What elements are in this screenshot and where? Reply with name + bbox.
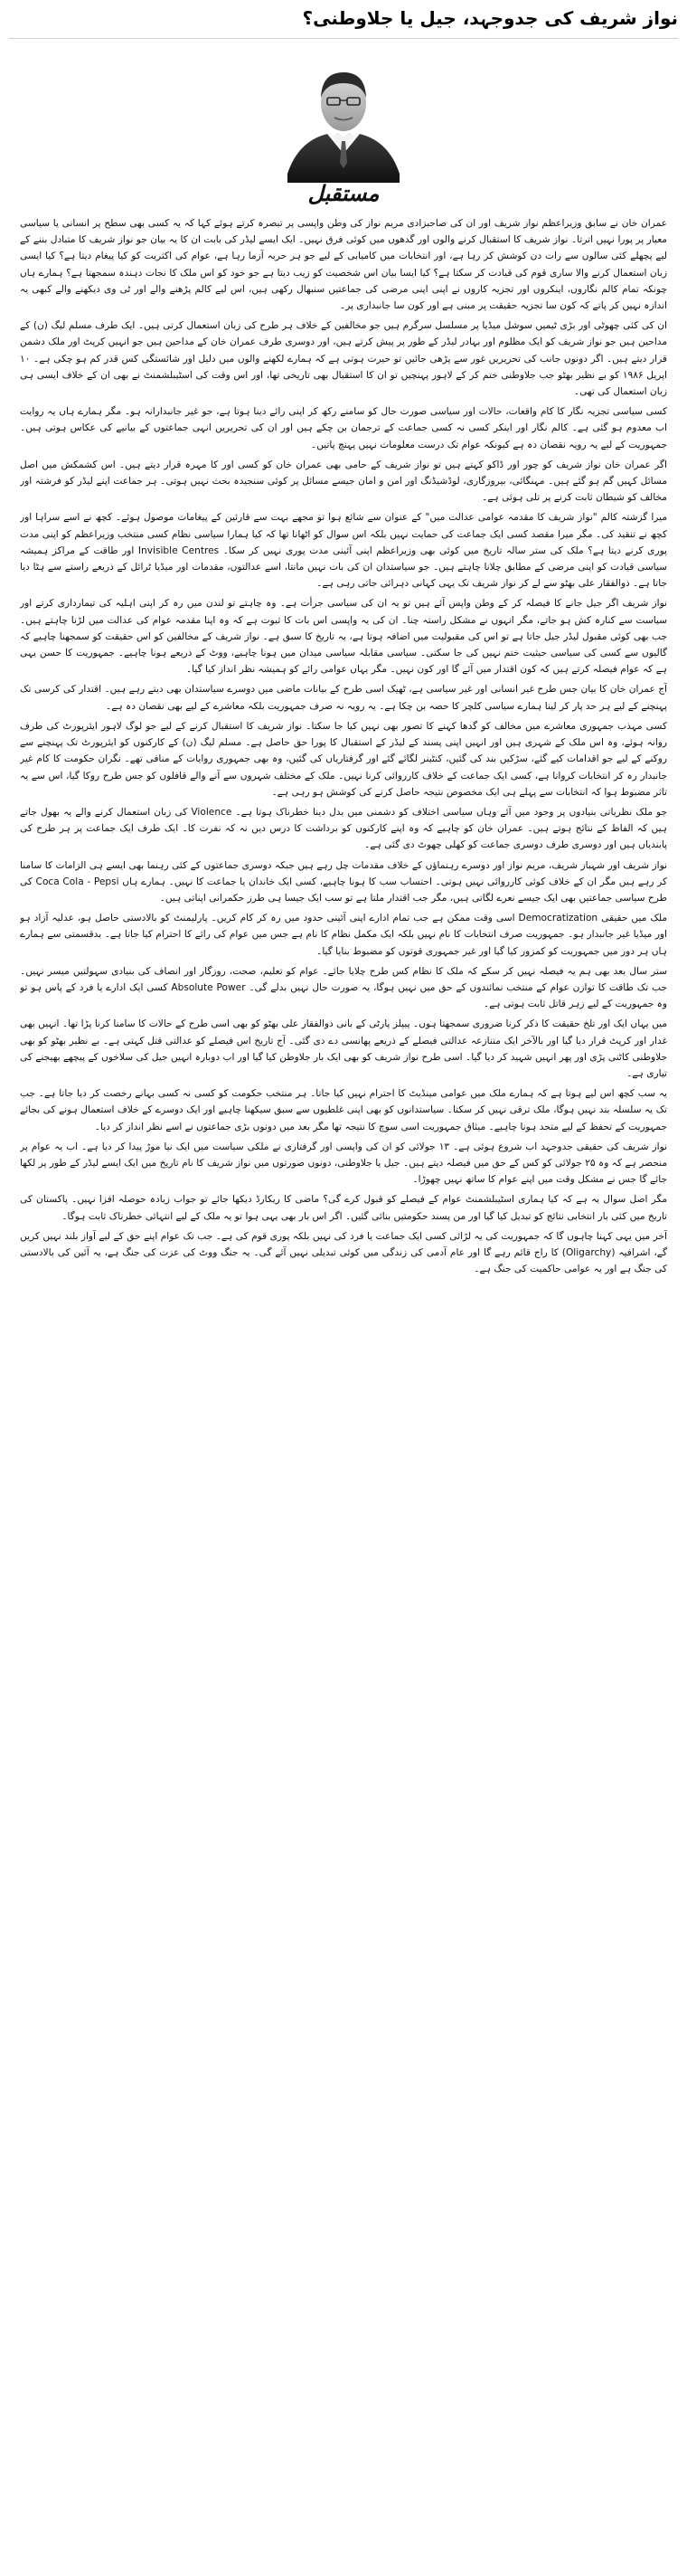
article-paragraph: نواز شریف کی حقیقی جدوجہد اب شروع ہوئی ہے۔ ۱۳ جولائی کو ان کی واپسی اور گرفتاری نے ملکی سیاست میں ایک نیا موڑ پیدا کر دیا ہے۔ اب یہ عوام پر منحصر ہے کہ وہ ۲۵ جولائی کو کس کے حق میں فیصلہ دیتے ہیں۔ جیل یا جلاوطنی، دونوں صورتوں میں نواز شریف کا نام تاریخ میں ایک ایسے لیڈر کے طور پر لکھا جائے گا جس نے مشکل وقت میں اپنے عوام کا ساتھ نہیں چھوڑا۔ [20,1141,667,1186]
article-paragraph: ملک میں حقیقی Democratization اسی وقت ممکن ہے جب تمام ادارے اپنی آئینی حدود میں رہ کر کام کریں۔ پارلیمنٹ کو بالادستی حاصل ہو، عدلیہ آزاد ہو اور میڈیا غیر جانبدار ہو۔ جمہوریت صرف انتخابات کا نام نہیں بلکہ ایک مکمل نظام کا نام ہے جس میں عوام کی رائے کا احترام کیا جاتا ہے۔ بدقسمتی سے ہمارے ہاں ہر دور میں جمہوریت کو کمزور کیا گیا اور غیر جمہوری قوتوں کو مضبوط بنایا گیا۔ [20,913,667,957]
article-paragraph: کسی مہذب جمہوری معاشرے میں مخالف کو گدھا کہنے کا تصور بھی نہیں کیا جا سکتا۔ نواز شریف کا استقبال کرنے کے لیے جو لوگ لاہور ایئرپورٹ کی طرف روانہ ہوئے، وہ اس ملک کے شہری ہیں اور انہیں اپنی پسند کے لیڈر کے استقبال کا پورا حق حاصل ہے۔ مسلم لیگ (ن) کے کارکنوں کو ایئرپورٹ تک پہنچنے سے روکنے کے لیے جو اقدامات کیے گئے، سڑکیں بند کی گئیں، کنٹینر لگائے گئے اور گرفتاریاں کی گئیں، وہ بھی جمہوری روایات کے منافی تھے۔ نگران حکومت کا کام غیر جانبدار رہ کر انتخابات کروانا ہے، کسی ایک جماعت کے خلاف کارروائی کرنا نہیں۔ ملک کے مختلف شہروں سے آنے والے قافلوں کو جس طرح روکا گیا، اس سے یہ تاثر مضبوط ہوا کہ انتخابات سے پہلے ہی ایک مخصوص نتیجہ حاصل کرنے کی کوشش ہو رہی ہے۔ [20,720,667,798]
article-paragraph: نواز شریف اور شہباز شریف، مریم نواز اور دوسرے رہنماؤں کے خلاف مقدمات چل رہے ہیں جبکہ دوسری جماعتوں کے کئی رہنما بھی ایسے ہی الزامات کا سامنا کر رہے ہیں مگر ان کے خلاف کوئی کارروائی نہیں ہوتی۔ احتساب سب کا ہونا چاہیے، کسی ایک خاندان یا جماعت کا نہیں۔ ہمارے ہاں Coca Cola - Pepsi کی طرح سیاسی جماعتیں بھی ایک جیسے نعرے لگاتی ہیں، مگر جب اقتدار ملتا ہے تو سب ایک جیسا ہی طرز حکمرانی اپناتی ہیں۔ [20,859,667,904]
article-paragraph: جو ملک نظریاتی بنیادوں پر وجود میں آئے وہاں سیاسی اختلاف کو دشمنی میں بدل دینا خطرناک ہوتا ہے۔ Violence کی زبان استعمال کرنے والے یہ بھول جاتے ہیں کہ الفاظ کے نتائج ہوتے ہیں۔ عمران خان کو چاہیے کہ وہ اپنے کارکنوں کو برداشت کا درس دیں نہ کہ نفرت کا۔ ایک طرف ایک جماعت پر ہر طرح کی پابندیاں ہیں اور دوسری طرف دوسری جماعت کو کھلی چھوٹ دی گئی ہے۔ [20,806,667,851]
author-portrait [271,47,416,210]
article-paragraph: ان کی کئی چھوٹی اور بڑی ٹیمیں سوشل میڈیا پر مسلسل سرگرم ہیں جو مخالفین کے خلاف ہر طرح کی زبان استعمال کرتی ہیں۔ ایک طرف مسلم لیگ (ن) کے مداحین ہیں جو نواز شریف کو ایک مظلوم اور بہادر لیڈر کے طور پر پیش کرتے ہیں، اور دوسری طرف عمران خان کے مداحین ہیں جو انہیں کرپٹ اور ملک دشمن قرار دیتے ہیں۔ اگر دونوں جانب کی تحریریں غور سے پڑھی جائیں تو حیرت ہوتی ہے کہ ہمارے لکھنے والوں میں دلیل اور شائستگی کس قدر کم ہو چکی ہے۔ ۱۰ اپریل ۱۹۸۶ کو بے نظیر بھٹو جب جلاوطنی ختم کر کے لاہور پہنچیں تو ان کا استقبال بھی تاریخی تھا، اور اس وقت کی اسٹیبلشمنٹ نے بھی ان کے خلاف ایسی ہی زبان استعمال کی تھی۔ [20,320,667,398]
article-paragraph: آج عمران خان کا بیان جس طرح غیر انسانی اور غیر سیاسی ہے، ٹھیک اسی طرح کے بیانات ماضی میں دوسرے سیاستدان بھی دیتے رہے ہیں۔ اقتدار کی کرسی تک پہنچنے کے لیے ہر حد پار کر لینا ہمارے سیاسی کلچر کا حصہ بن چکا ہے۔ یہ رویہ نہ صرف جمہوریت بلکہ معاشرے کے لیے بھی نقصان دہ ہے۔ [20,684,667,712]
article-paragraph: نواز شریف اگر جیل جانے کا فیصلہ کر کے وطن واپس آئے ہیں تو یہ ان کی سیاسی جرأت ہے۔ وہ چاہتے تو لندن میں رہ کر اپنی اہلیہ کی تیمارداری کرتے اور سیاست سے کنارہ کش ہو جاتے، مگر انہوں نے مشکل راستہ چنا۔ ان کی یہ واپسی اس بات کا ثبوت ہے کہ وہ اپنا مقدمہ عوام کی عدالت میں لڑنا چاہتے ہیں۔ جب بھی کوئی مقبول لیڈر جیل جاتا ہے تو اس کی مقبولیت میں اضافہ ہوتا ہے، یہ تاریخ کا سبق ہے۔ نواز شریف کے مخالفین کو اس حقیقت کو سمجھنا چاہیے کہ گالیوں سے کسی کی سیاسی حیثیت ختم نہیں کی جا سکتی۔ سیاسی مقابلہ سیاسی میدان میں ہونا چاہیے، ووٹ کے ذریعے ہونا چاہیے۔ جمہوریت کا حسن یہی ہے کہ عوام فیصلہ کرتے ہیں کہ کون اقتدار میں آئے گا اور کون نہیں۔ مگر یہاں عوامی رائے کو ہمیشہ نظر انداز کیا گیا۔ [20,598,667,676]
column-logo: مستقبل [307,180,380,206]
article-paragraph: اگر عمران خان نواز شریف کو چور اور ڈاکو کہتے ہیں تو نواز شریف کے حامی بھی عمران خان کو کسی اور کا مہرہ قرار دیتے ہیں۔ اس کشمکش میں اصل مسائل کہیں گم ہو گئے ہیں۔ مہنگائی، بیروزگاری، لوڈشیڈنگ اور امن و امان جیسے مسائل پر کوئی سنجیدہ بحث نہیں ہوتی۔ ہر جماعت اپنے لیڈر کو فرشتہ اور مخالف کو شیطان ثابت کرنے پر تلی ہوئی ہے۔ [20,459,667,504]
article-body [20,215,667,2567]
article-paragraph: ستر سال بعد بھی ہم یہ فیصلہ نہیں کر سکے کہ ملک کا نظام کس طرح چلایا جائے۔ عوام کو تعلیم، صحت، روزگار اور انصاف کی بنیادی سہولتیں میسر نہیں۔ جب تک طاقت کا توازن عوام کے منتخب نمائندوں کے حق میں نہیں ہوگا، یہ صورت حال نہیں بدلے گی۔ Absolute Power کسی ایک ادارے یا فرد کے پاس ہو تو وہ جمہوریت کے لیے زہر قاتل ثابت ہوتی ہے۔ [20,965,667,1010]
page-title: نواز شریف کی جدوجہد، جیل یا جلاوطنی؟ [302,7,678,29]
article-paragraph: کسی سیاسی تجزیہ نگار کا کام واقعات، حالات اور سیاسی صورت حال کو سامنے رکھ کر اپنی رائے دینا ہوتا ہے، جو غیر جانبدارانہ ہو۔ مگر ہمارے ہاں یہ روایت اب معدوم ہو گئی ہے۔ کالم نگار اور اینکر کسی نہ کسی جماعت کے ترجمان بن چکے ہیں اور ان کی تحریریں انہی جماعتوں کے بیانیے کی عکاس ہوتی ہیں۔ جمہوریت کے لیے یہ رویہ نقصان دہ ہے کیونکہ عوام تک درست معلومات نہیں پہنچ پاتیں۔ [20,406,667,450]
article-paragraph: مگر اصل سوال یہ ہے کہ کیا ہماری اسٹیبلشمنٹ عوام کے فیصلے کو قبول کرے گی؟ ماضی کا ریکارڈ دیکھا جائے تو جواب زیادہ حوصلہ افزا نہیں۔ پاکستان کی تاریخ میں کئی بار انتخابی نتائج کو تبدیل کیا گیا اور من پسند حکومتیں بنائی گئیں۔ اگر اس بار بھی یہی ہوا تو یہ ملک کے لیے انتہائی خطرناک ثابت ہوگا۔ [20,1194,667,1222]
title-divider [9,38,678,39]
article-paragraph: میں یہاں ایک اور تلخ حقیقت کا ذکر کرنا ضروری سمجھتا ہوں۔ پیپلز پارٹی کے بانی ذوالفقار علی بھٹو کو بھی اسی طرح کے حالات کا سامنا کرنا پڑا تھا۔ انہیں بھی غدار اور کرپٹ قرار دیا گیا اور بالآخر ایک متنازعہ عدالتی فیصلے کے ذریعے پھانسی دے دی گئی۔ آج تاریخ اس فیصلے کو عدالتی قتل کہتی ہے۔ بے نظیر بھٹو کو بھی جلاوطنی کاٹنی پڑی اور پھر انہیں شہید کر دیا گیا۔ اسی طرح نواز شریف کو بھی ایک بار جلاوطن کیا گیا اور اب دوبارہ انہیں جیل کی سلاخوں کے پیچھے بھیجنے کی تیاری ہے۔ [20,1018,667,1079]
article-paragraph: میرا گزشتہ کالم "نواز شریف کا مقدمہ عوامی عدالت میں" کے عنوان سے شائع ہوا تو مجھے بہت سے قارئین کے پیغامات موصول ہوئے۔ کچھ نے اسے سراہا اور کچھ نے تنقید کی۔ مگر میرا مقصد کسی ایک جماعت کی حمایت نہیں بلکہ اس سوال کو اٹھانا تھا کہ کیا ہمارا سیاسی نظام کسی منتخب وزیراعظم کو اپنی مدت پوری کرنے دیتا ہے؟ ملک کی ستر سالہ تاریخ میں کوئی بھی وزیراعظم اپنی آئینی مدت پوری نہیں کر سکا۔ Invisible Centres اور طاقت کے مراکز ہمیشہ سیاسی قیادت کو اپنی مرضی کے مطابق چلانا چاہتے ہیں۔ جو سیاستدان ان کی بات نہیں مانتا، اسے عدالتوں، مقدمات اور میڈیا ٹرائل کے ذریعے راستے سے ہٹا دیا جاتا ہے۔ ذوالفقار علی بھٹو سے لے کر نواز شریف تک یہی کہانی دہرائی جاتی رہی ہے۔ [20,512,667,590]
article-paragraph: عمران خان نے سابق وزیراعظم نواز شریف اور ان کی صاحبزادی مریم نواز کی وطن واپسی پر تبصرہ کرتے ہوئے کہا کہ یہ کسی بھی سطح پر انسانی یا سیاسی معیار پر پورا نہیں اترتا۔ نواز شریف کا استقبال کرنے والوں اور گدھوں میں کوئی فرق نہیں۔ ایک ایسے لیڈر کی بابت ان کا یہ بیان جو نواز شریف کا متبادل بننے کے لیے پچھلے کئی سالوں سے رات دن کوشش کر رہا ہے، اور انتخابات میں کامیابی کے لیے جو ہر حربہ آزما رہا ہے، عوام کی اکثریت کو کیا پیغام دیتا ہے؟ کیا ایسی زبان استعمال کرنے والا ساری قوم کی قیادت کر سکتا ہے؟ کیا ایسا بیان اس شخصیت کو زیب دیتا ہے جو خود کو اس ملک کا نجات دہندہ سمجھتا ہے؟ ہمارے ہاں چونکہ تمام کالم نگاروں، اینکروں اور تجزیہ کاروں نے اپنی اپنی مرضی کی جماعتیں سنبھال رکھی ہیں، اس لیے کالم پڑھنے والے اور ٹی وی دیکھنے والے کبھی یہ اندازہ نہیں کر پاتے کہ کون سا تجزیہ حقیقت پر مبنی ہے اور کون سا جانبداری پر۔ [20,218,667,312]
article-paragraph: آخر میں یہی کہنا چاہوں گا کہ جمہوریت کی یہ لڑائی کسی ایک جماعت یا فرد کی نہیں بلکہ پوری قوم کی ہے۔ جب تک عوام اپنے حق کے لیے آواز بلند نہیں کریں گے، اشرافیہ (Oligarchy) کا راج قائم رہے گا اور عام آدمی کی زندگی میں کوئی تبدیلی نہیں آئے گی۔ یہ جنگ ووٹ کی عزت کی جنگ ہے، یہ آئین کی بالادستی کی جنگ ہے اور یہ عوامی حاکمیت کی جنگ ہے۔ [20,1230,667,1275]
article-paragraph: یہ سب کچھ اس لیے ہوتا ہے کہ ہمارے ملک میں عوامی مینڈیٹ کا احترام نہیں کیا جاتا۔ ہر منتخب حکومت کو کسی نہ کسی بہانے رخصت کر دیا جاتا ہے۔ جب تک یہ سلسلہ بند نہیں ہوگا، ملک ترقی نہیں کر سکتا۔ سیاستدانوں کو بھی اپنی غلطیوں سے سبق سیکھنا چاہیے اور ایک دوسرے کے خلاف استعمال ہونے کی بجائے جمہوریت کے تحفظ کے لیے متحد ہونا چاہیے۔ میثاق جمہوریت اسی سوچ کا نتیجہ تھا مگر بعد میں دونوں بڑی جماعتوں نے اسے نظر انداز کر دیا۔ [20,1088,667,1132]
